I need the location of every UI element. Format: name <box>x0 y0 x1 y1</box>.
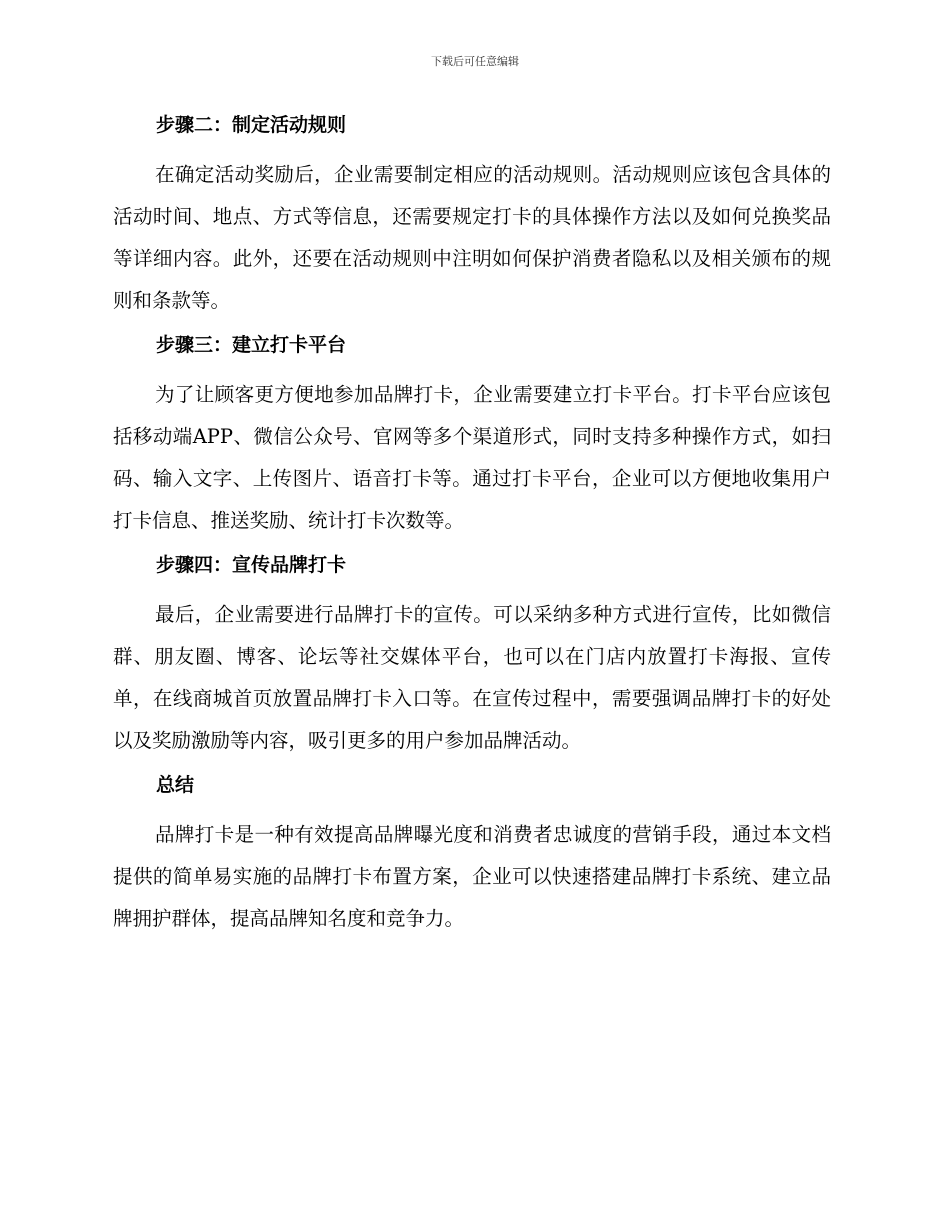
section-heading: 步骤二：制定活动规则 <box>156 114 347 136</box>
section-heading: 步骤三：建立打卡平台 <box>156 334 347 356</box>
section-paragraph: 在确定活动奖励后，企业需要制定相应的活动规则。活动规则应该包含具体的活动时间、地点、方式等信息，还需要规定打卡的具体操作方法以及如何兑换奖品等详细内容。此外，还要在活动规则中注明如何保护消费者隐私以及相关颁布的规则和条款等。 <box>113 163 831 312</box>
section-paragraph: 为了让顾客更方便地参加品牌打卡，企业需要建立打卡平台。打卡平台应该包括移动端APP、微信公众号、官网等多个渠道形式，同时支持多种操作方式，如扫码、输入文字、上传图片、语音打卡等。通过打卡平台，企业可以方便地收集用户打卡信息、推送奖励、统计打卡次数等。 <box>113 383 831 532</box>
section-step-three <box>113 330 831 542</box>
section-step-four <box>113 550 831 762</box>
section-heading: 总结 <box>156 774 195 796</box>
section-step-two <box>113 110 831 322</box>
section-paragraph: 最后，企业需要进行品牌打卡的宣传。可以采纳多种方式进行宣传，比如微信群、朋友圈、博客、论坛等社交媒体平台，也可以在门店内放置打卡海报、宣传单，在线商城首页放置品牌打卡入口等。在宣传过程中，需要强调品牌打卡的好处以及奖励激励等内容，吸引更多的用户参加品牌活动。 <box>113 603 831 752</box>
section-summary <box>113 770 831 940</box>
section-paragraph: 品牌打卡是一种有效提高品牌曝光度和消费者忠诚度的营销手段，通过本文档提供的简单易实施的品牌打卡布置方案，企业可以快速搭建品牌打卡系统、建立品牌拥护群体，提高品牌知名度和竞争力。 <box>113 823 831 930</box>
page-header: 下载后可任意编辑 <box>431 55 519 68</box>
section-heading: 步骤四：宣传品牌打卡 <box>156 554 347 576</box>
document-body <box>113 110 831 948</box>
